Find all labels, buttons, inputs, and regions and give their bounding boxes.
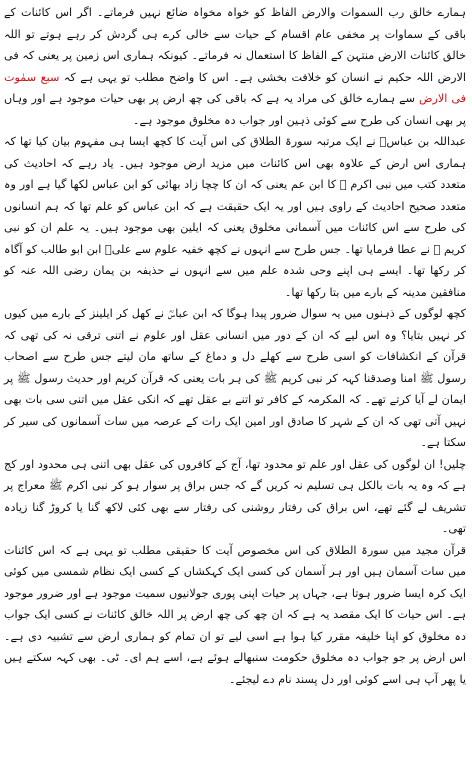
paragraph-3: کچھ لوگوں کے ذہنوں میں یہ سوال ضرور پیدا ہوگا کہ ابن عباسؓ نے کھل کر ایلینز کے بارے میں کیوں کر نہیں بتایا؟ وہ اس لیے کہ ان کے دور میں انسانی عقل اور علوم نے اتنی ترقی نہ کی تھی کہ قرآن کے انکشافات کو اسی طرح سے کھلے دل و دماغ کے ساتھ مان لیتے جس طرح سے اصحاب رسول ﷺ امنا وصدقنا کہہ کر نبی کریم ﷺ کی ہر بات یعنی کہ قرآن کریم اور حدیث رسول ﷺ پر ایمان لے آیا کرتے تھے۔ کہ المکرمہ کے کافر تو اتنے بے عقل تھے کہ انکی عقل میں اتنی سی بات بھی نہیں آتی تھی کہ ان کے شہر کا صادق اور امین ایک رات کے عرصہ میں سات آسمانوں کی سیر کر سکتا ہے۔: [4, 307, 466, 449]
paragraph-2: عبداللہ بن عباسؓ نے ایک مرتبہ سورۃ الطلاق کی اس آیت کا کچھ ایسا ہی مفہوم بیان کیا تھا کہ ہماری اس ارض کے علاوہ بھی اس کائنات میں مزید ارض موجود ہیں۔ یاد رہے کہ احادیث کی متعدد کتب میں نبی اکرم ﷺ کا ابن عم یعنی کہ ان کا چچا زاد بھائی کو ابن عباس لکھا گیا ہے اور وہ متعدد صحیح احادیث کے راوی ہیں اور یہ ایک حقیقت ہے کہ ابن عباس کو علم تھا کہ ہم انسانوں کی طرح سے اس کائنات میں آسمانی مخلوق یعنی کہ ایلین بھی موجود ہیں۔ یہ علم ان کو نبی کریم ﷺ نے عطا فرمایا تھا۔ جس طرح سے انہوں نے کچھ خفیہ علوم سے علیؓ ابن ابو طالب کو آگاہ کر رکھا تھا۔ ایسے ہی اپنے وحی شدہ علم میں سے انہوں نے حذیفہ بن یمان رضی اللہ عنہ کو منافقین مدینہ کے بارے میں بتا رکھا تھا۔: [4, 135, 466, 299]
paragraph-1-before: ہمارے خالق رب السموات والارض الفاظ کو خواہ مخواہ ضائع نہیں فرماتے۔ اگر اس کائنات کے باقی کے سماوات پر مخفی عام اقسام کے حیات سے خالی کرے ہی گردش کر رہے ہوتے تو اللہ خالق کائنات الارض منتہن کے الفاظ کا استعمال نہ فرماتے۔ کیونکہ ہماری اس زمین پر یعنی کہ فی الارض اللہ حکیم نے انسان کو خلافت بخشی ہے۔ اس کا واضح مطلب تو یہی ہے کہ: [4, 6, 466, 84]
paragraph-1: [4, 2, 466, 131]
paragraph-1-after: سے ہمارے خالق کی مراد یہ ہے کہ باقی کی چھ ارض پر بھی حیات موجود ہے اور وہاں پر بھی انسان کی طرح سے کوئی ذہین اور جواب دہ مخلوق موجود ہے۔: [4, 92, 466, 127]
paragraph-5: قرآن مجید میں سورۃ الطلاق کی اس مخصوص آیت کا حقیقی مطلب تو یہی ہے کہ اس کائنات میں سات آسمان ہیں اور ہر آسمان کی کسی ایک کہکشاں کے کسی ایک نظام شمسی میں کوئی ایک کرہ ایسا ضرور ہوتا ہے، جہاں پر حیات اپنی پوری جولانیوں سمیت موجود ہے اور ضرور موجود ہے۔ اس حیات کا ایک مقصد یہ ہے کہ ان چھ کی چھ ارض پر اللہ خالق کائنات نے کسی ایک جواب دہ مخلوق کو اپنا خلیفہ مقرر کیا ہوا ہے اسی لیے تو ان تمام کو ہماری ارض سے تشبیہ دی ہے۔ اس ارض پر جو جواب دہ مخلوق حکومت سنبھالے ہوئے ہے، اسے ہم ای۔ ٹی۔ بھی کہہ سکتے ہیں یا پھر آپ ہی اسے کوئی اور دل پسند نام دے لیجئے۔: [4, 543, 466, 686]
highlighted-verse-phrase: سبع سمٰوت فی الارض: [4, 70, 466, 105]
paragraph-4: چلیں! ان لوگوں کی عقل اور علم تو محدود تھا، آج کے کافروں کی عقل بھی اتنی ہی محدود اور کج ہے کہ وہ یہ بات بالکل ہی تسلیم نہ کریں گے کہ جس براق پر سوار ہو کر نبی اکرم ﷺ معراج پر تشریف لے گئے تھے، اس براق کی رفتار روشنی کی رفتار سے بھی کئی لاکھ گنا یا کروڑ گنا زیادہ تھی۔: [4, 457, 466, 535]
